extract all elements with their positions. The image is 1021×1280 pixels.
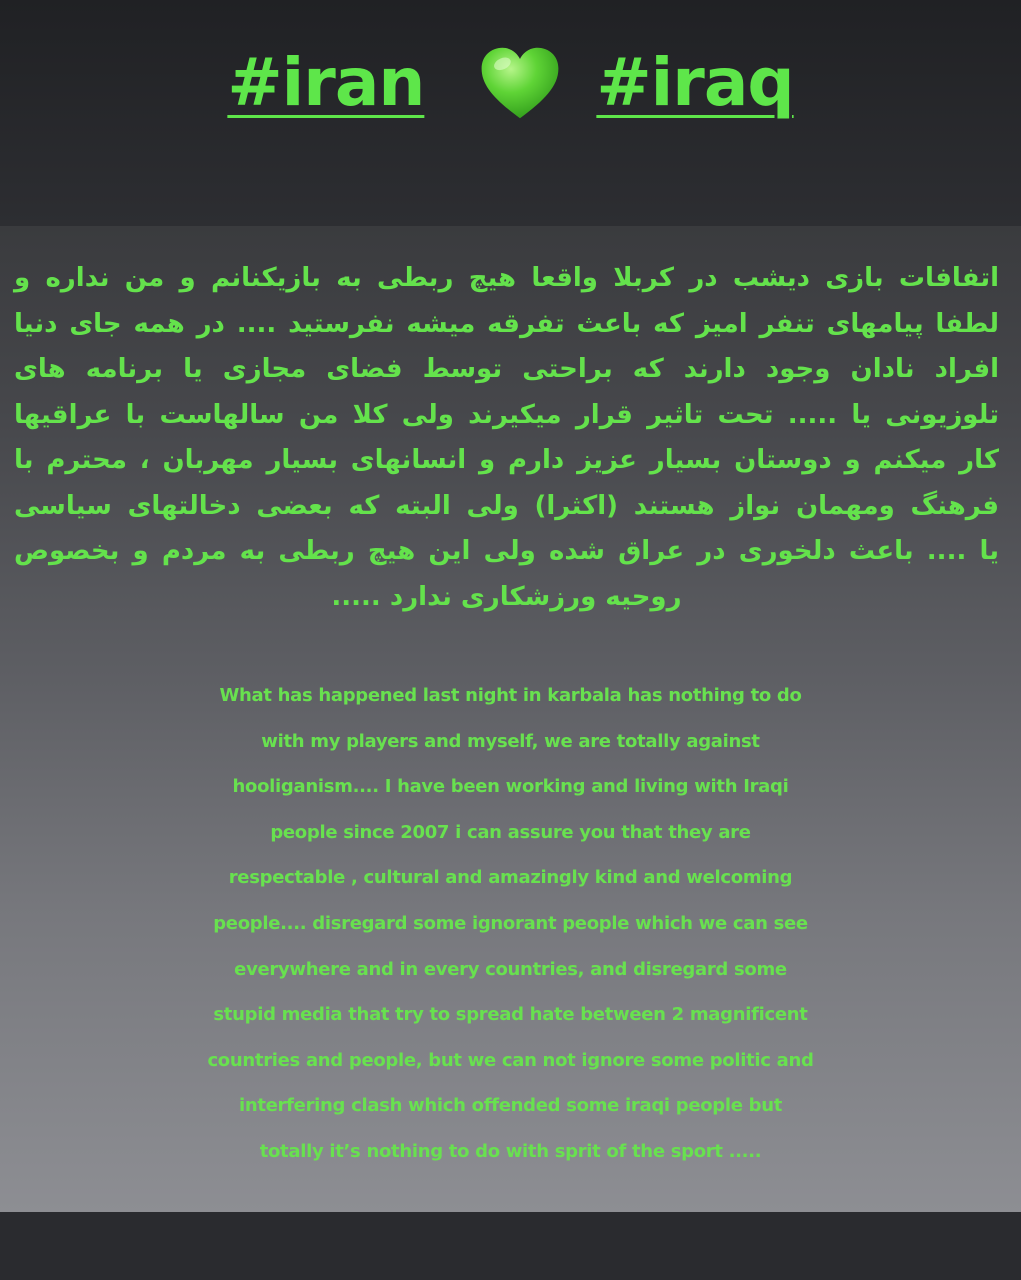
- persian-line: اتفافات بازی دیشب در کربلا واقعا هیچ ربطی به بازیکنانم و من نداره و: [14, 263, 999, 293]
- english-line: with my players and myself, we are totally against: [261, 730, 760, 752]
- persian-line: تلوزیونی یا ..... تحت تاثیر قرار میکیرند ولی کلا من سالهاست با عراقیها: [14, 399, 999, 430]
- english-line: countries and people, but we can not ignore some politic and: [207, 1049, 814, 1071]
- english-line: people since 2007 i can assure you that they are: [270, 821, 751, 843]
- persian-line: کار میکنم و دوستان بسیار عزیز دارم و انسانهای بسیار مهربان ، محترم با: [14, 445, 999, 475]
- hashtag-iraq[interactable]: #iraq: [596, 44, 794, 121]
- english-line: everywhere and in every countries, and disregard some: [234, 958, 787, 980]
- english-line: totally it’s nothing to do with sprit of the sport .....: [259, 1140, 762, 1162]
- persian-message: [14, 256, 999, 620]
- persian-line: روحیه ورزشکاری ندارد .....: [331, 581, 682, 612]
- footer-area: [0, 1212, 1021, 1280]
- english-line: stupid media that try to spread hate between 2 magnificent: [213, 1004, 808, 1026]
- persian-line: یا .... باعث دلخوری در عراق شده ولی این هیچ ربطی به مردم و بخصوص: [14, 536, 999, 566]
- english-line: What has happened last night in karbala has nothing to do: [219, 685, 802, 706]
- persian-line: فرهنگ ومهمان نواز هستند (اکثرا) ولی البته که بعضی دخالتهای سیاسی: [14, 490, 999, 521]
- persian-line: لطفا پیامهای تنفر امیز که باعث تفرقه میشه نفرستید .... در همه جای دنیا: [14, 308, 999, 339]
- english-line: interfering clash which offended some iraqi people but: [238, 1095, 783, 1117]
- english-line: hooliganism.... I have been working and living with Iraqi: [232, 776, 789, 798]
- message-card: [0, 226, 1021, 1212]
- persian-line: افراد نادان وجود دارند که براحتی توسط فضای مجازی یا برنامه های: [14, 354, 999, 384]
- header-area: [0, 0, 1021, 226]
- english-line: respectable , cultural and amazingly kind and welcoming: [228, 867, 793, 889]
- english-line: people.... disregard some ignorant people which we can see: [213, 912, 808, 934]
- hashtag-row: [0, 28, 1021, 138]
- green-heart-icon: [480, 45, 560, 121]
- hashtag-iran[interactable]: #iran: [227, 44, 425, 121]
- english-message: [14, 673, 1007, 1175]
